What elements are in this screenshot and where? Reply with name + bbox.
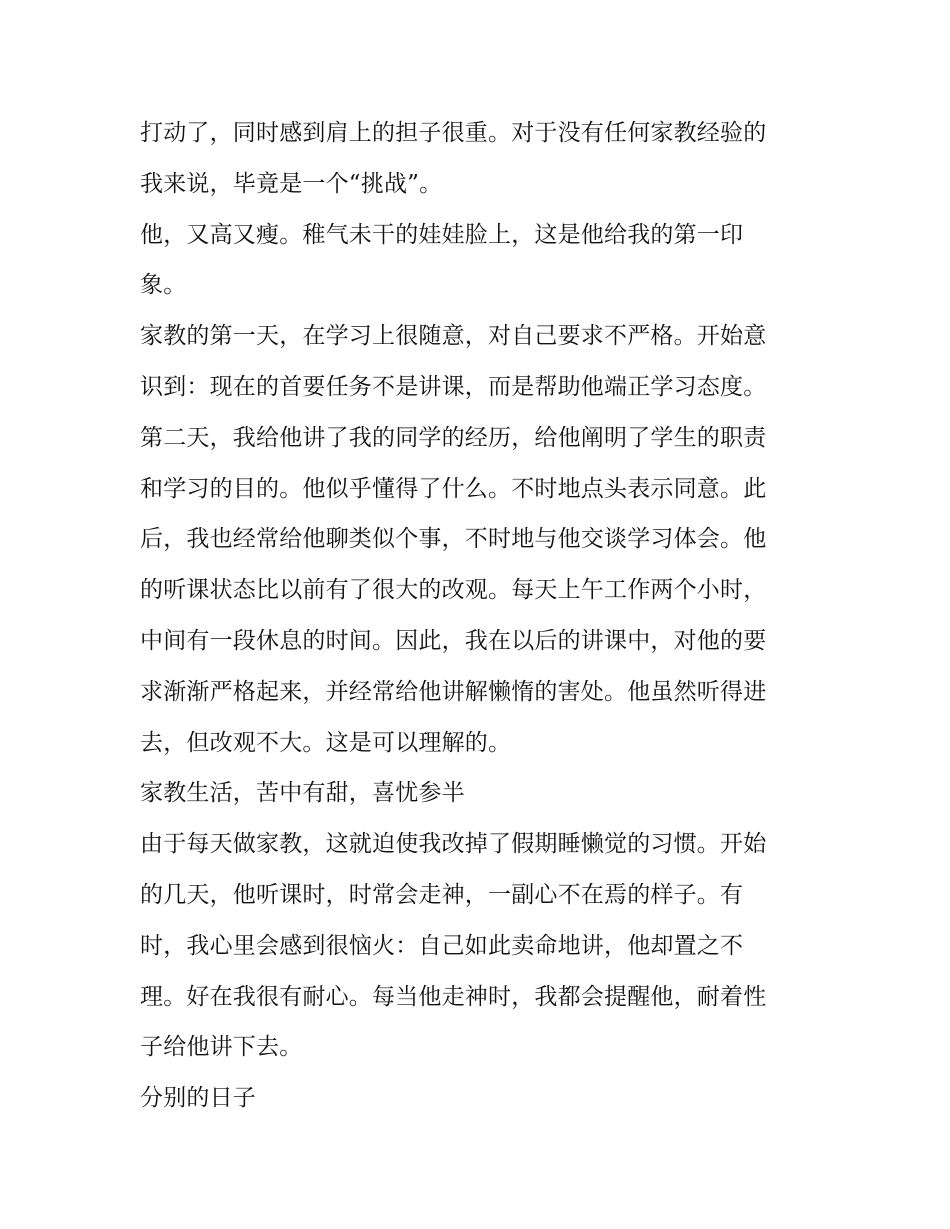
text-line: 时，我心里会感到很恼火：自己如此卖命地讲，他却置之不 bbox=[140, 932, 744, 959]
text-line: 理。好在我很有耐心。每当他走神时，我都会提醒他，耐着性 bbox=[140, 983, 767, 1010]
text-line: 去，但改观不大。这是可以理解的。 bbox=[140, 729, 512, 756]
text-line: 打动了，同时感到肩上的担子很重。对于没有任何家教经验的 bbox=[140, 120, 767, 146]
text-line: 我来说，毕竟是一个“挑战”。 bbox=[140, 170, 443, 197]
text-line: 的听课状态比以前有了很大的改观。每天上午工作两个小时， bbox=[140, 577, 767, 604]
text-line: 第二天，我给他讲了我的同学的经历，给他阐明了学生的职责 bbox=[140, 424, 767, 451]
section-heading: 家教生活，苦中有甜，喜忧参半 bbox=[140, 780, 465, 807]
text-line: 中间有一段休息的时间。因此，我在以后的讲课中，对他的要 bbox=[140, 627, 767, 654]
text-line: 识到：现在的首要任务不是讲课，而是帮助他端正学习态度。 bbox=[140, 373, 767, 400]
text-line: 和学习的目的。他似乎懂得了什么。不时地点头表示同意。此 bbox=[140, 475, 767, 502]
text-line: 由于每天做家教，这就迫使我改掉了假期睡懒觉的习惯。开始 bbox=[140, 831, 767, 858]
text-line: 他，又高又瘦。稚气未干的娃娃脸上，这是他给我的第一印 bbox=[140, 221, 744, 248]
text-line: 的几天，他听课时，时常会走神，一副心不在焉的样子。有 bbox=[140, 881, 744, 908]
section-heading: 分别的日子 bbox=[140, 1085, 256, 1112]
text-line: 象。 bbox=[140, 272, 187, 299]
document-body bbox=[140, 108, 820, 1124]
text-line: 求渐渐严格起来，并经常给他讲解懒惰的害处。他虽然听得进 bbox=[140, 678, 767, 705]
text-line: 后，我也经常给他聊类似个事，不时地与他交谈学习体会。他 bbox=[140, 526, 767, 553]
text-line: 子给他讲下去。 bbox=[140, 1034, 303, 1061]
text-line: 家教的第一天，在学习上很随意，对自己要求不严格。开始意 bbox=[140, 323, 767, 350]
